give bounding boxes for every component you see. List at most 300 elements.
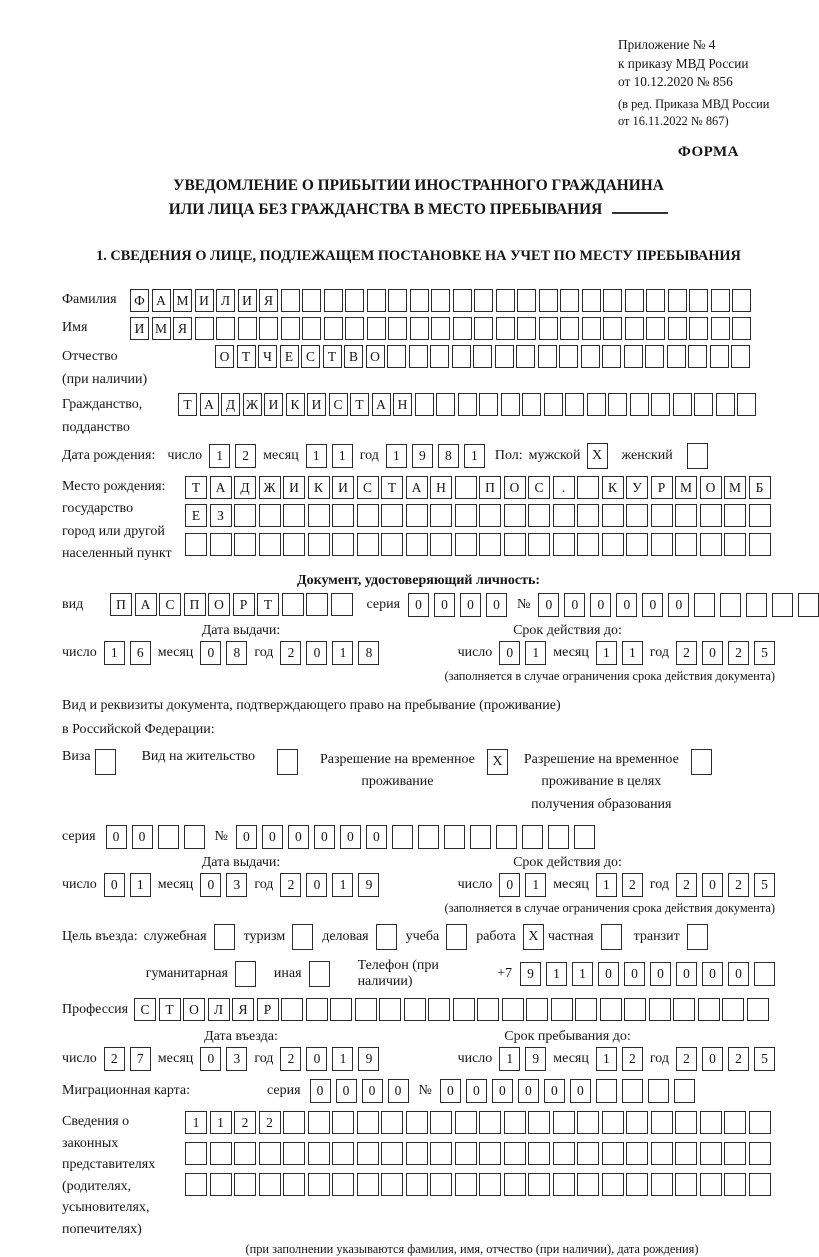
char-box[interactable]: О <box>700 476 722 499</box>
char-box[interactable] <box>587 393 606 416</box>
char-box[interactable] <box>430 533 452 556</box>
char-box[interactable]: 0 <box>236 825 257 849</box>
char-box[interactable]: А <box>372 393 391 416</box>
char-box[interactable] <box>624 345 643 368</box>
char-box[interactable] <box>675 1111 697 1134</box>
char-box[interactable] <box>281 289 300 312</box>
male-checkbox[interactable]: X <box>587 443 608 469</box>
char-box[interactable]: Ж <box>259 476 281 499</box>
char-box[interactable] <box>430 504 452 527</box>
res-valid-month-boxes[interactable] <box>596 873 643 897</box>
char-box[interactable] <box>772 593 793 617</box>
char-box[interactable]: 0 <box>200 873 221 897</box>
char-box[interactable]: 0 <box>104 873 125 897</box>
char-box[interactable] <box>651 1142 673 1165</box>
char-box[interactable]: О <box>504 476 526 499</box>
char-box[interactable] <box>158 825 179 849</box>
char-box[interactable]: Ф <box>130 289 149 312</box>
char-box[interactable] <box>539 317 558 340</box>
purpose-opt2-checkbox[interactable] <box>292 924 313 950</box>
char-box[interactable] <box>430 1111 452 1134</box>
char-box[interactable] <box>737 393 756 416</box>
char-box[interactable]: И <box>283 476 305 499</box>
char-box[interactable]: 2 <box>259 1111 281 1134</box>
char-box[interactable] <box>355 998 377 1021</box>
char-box[interactable] <box>528 1173 550 1196</box>
char-box[interactable] <box>626 533 648 556</box>
char-box[interactable] <box>436 393 455 416</box>
char-box[interactable]: Р <box>233 593 255 616</box>
char-box[interactable]: 7 <box>130 1047 151 1071</box>
char-box[interactable] <box>574 825 595 849</box>
char-box[interactable]: 0 <box>366 825 387 849</box>
char-box[interactable] <box>185 533 207 556</box>
char-box[interactable] <box>528 1142 550 1165</box>
char-box[interactable] <box>711 317 730 340</box>
char-box[interactable] <box>496 289 515 312</box>
char-box[interactable] <box>332 533 354 556</box>
char-box[interactable] <box>479 1173 501 1196</box>
char-box[interactable] <box>234 533 256 556</box>
char-box[interactable]: 1 <box>464 444 485 468</box>
char-box[interactable]: 1 <box>386 444 407 468</box>
char-box[interactable] <box>238 317 257 340</box>
doc-type-boxes[interactable] <box>110 593 353 616</box>
char-box[interactable] <box>345 289 364 312</box>
char-box[interactable] <box>332 1142 354 1165</box>
char-box[interactable] <box>357 533 379 556</box>
phone-boxes[interactable] <box>520 962 775 986</box>
char-box[interactable] <box>418 825 439 849</box>
char-box[interactable] <box>455 504 477 527</box>
char-box[interactable] <box>602 345 621 368</box>
char-box[interactable]: Е <box>280 345 299 368</box>
res-issue-day-boxes[interactable] <box>104 873 151 897</box>
char-box[interactable] <box>308 1173 330 1196</box>
char-box[interactable] <box>504 1142 526 1165</box>
char-box[interactable]: О <box>183 998 205 1021</box>
char-box[interactable] <box>504 1111 526 1134</box>
char-box[interactable]: 0 <box>408 593 429 617</box>
char-box[interactable] <box>458 393 477 416</box>
char-box[interactable] <box>357 1111 379 1134</box>
purpose-opt4-checkbox[interactable] <box>446 924 467 950</box>
purpose-opt8-checkbox[interactable] <box>235 961 256 987</box>
char-box[interactable]: 0 <box>538 593 559 617</box>
char-box[interactable] <box>544 393 563 416</box>
char-box[interactable] <box>381 504 403 527</box>
char-box[interactable]: 0 <box>434 593 455 617</box>
char-box[interactable] <box>582 289 601 312</box>
char-box[interactable] <box>210 1173 232 1196</box>
char-box[interactable] <box>565 393 584 416</box>
char-box[interactable]: 0 <box>262 825 283 849</box>
char-box[interactable] <box>602 1142 624 1165</box>
char-box[interactable]: П <box>479 476 501 499</box>
char-box[interactable] <box>477 998 499 1021</box>
char-box[interactable]: 8 <box>438 444 459 468</box>
char-box[interactable] <box>749 504 771 527</box>
char-box[interactable] <box>700 1173 722 1196</box>
char-box[interactable] <box>302 289 321 312</box>
char-box[interactable]: Н <box>393 393 412 416</box>
char-box[interactable] <box>622 1079 643 1103</box>
char-box[interactable]: 1 <box>525 641 546 665</box>
char-box[interactable]: Т <box>257 593 279 616</box>
char-box[interactable]: М <box>152 317 171 340</box>
char-box[interactable]: 2 <box>676 873 697 897</box>
char-box[interactable] <box>600 998 622 1021</box>
birthplace-row3-boxes[interactable] <box>185 533 771 556</box>
char-box[interactable] <box>479 393 498 416</box>
char-box[interactable]: 0 <box>306 1047 327 1071</box>
char-box[interactable]: И <box>264 393 283 416</box>
char-box[interactable] <box>548 825 569 849</box>
char-box[interactable] <box>698 998 720 1021</box>
char-box[interactable]: О <box>215 345 234 368</box>
char-box[interactable] <box>504 1173 526 1196</box>
char-box[interactable] <box>259 504 281 527</box>
migration-series-boxes[interactable] <box>310 1079 409 1103</box>
char-box[interactable]: Р <box>651 476 673 499</box>
char-box[interactable]: 0 <box>200 1047 221 1071</box>
char-box[interactable]: 0 <box>702 962 723 986</box>
char-box[interactable]: . <box>553 476 575 499</box>
char-box[interactable] <box>517 289 536 312</box>
char-box[interactable]: 1 <box>104 641 125 665</box>
char-box[interactable] <box>332 1111 354 1134</box>
char-box[interactable]: 0 <box>702 873 723 897</box>
birthplace-row1-boxes[interactable] <box>185 476 771 499</box>
char-box[interactable] <box>560 289 579 312</box>
char-box[interactable]: Л <box>216 289 235 312</box>
char-box[interactable]: 9 <box>358 873 379 897</box>
char-box[interactable] <box>210 533 232 556</box>
char-box[interactable]: 2 <box>728 641 749 665</box>
char-box[interactable] <box>538 345 557 368</box>
char-box[interactable]: И <box>130 317 149 340</box>
char-box[interactable] <box>625 289 644 312</box>
char-box[interactable] <box>332 504 354 527</box>
char-box[interactable]: 5 <box>754 873 775 897</box>
char-box[interactable] <box>431 289 450 312</box>
char-box[interactable] <box>724 1142 746 1165</box>
doc-valid-month-boxes[interactable] <box>596 641 643 665</box>
char-box[interactable] <box>496 317 515 340</box>
char-box[interactable] <box>528 533 550 556</box>
char-box[interactable] <box>455 1142 477 1165</box>
char-box[interactable] <box>581 345 600 368</box>
char-box[interactable] <box>711 289 730 312</box>
char-box[interactable] <box>668 289 687 312</box>
char-box[interactable]: 0 <box>650 962 671 986</box>
char-box[interactable]: 2 <box>280 641 301 665</box>
char-box[interactable]: 9 <box>358 1047 379 1071</box>
char-box[interactable]: Т <box>350 393 369 416</box>
char-box[interactable]: С <box>159 593 181 616</box>
char-box[interactable]: 0 <box>106 825 127 849</box>
char-box[interactable]: Н <box>430 476 452 499</box>
entry-year-boxes[interactable] <box>280 1047 379 1071</box>
char-box[interactable] <box>749 1173 771 1196</box>
residence-permit-checkbox[interactable] <box>277 749 298 775</box>
char-box[interactable] <box>668 317 687 340</box>
char-box[interactable] <box>283 1142 305 1165</box>
entry-month-boxes[interactable] <box>200 1047 247 1071</box>
char-box[interactable]: 8 <box>358 641 379 665</box>
char-box[interactable]: А <box>152 289 171 312</box>
char-box[interactable]: П <box>110 593 132 616</box>
char-box[interactable]: 1 <box>210 1111 232 1134</box>
char-box[interactable] <box>406 504 428 527</box>
char-box[interactable] <box>582 317 601 340</box>
char-box[interactable]: 0 <box>306 641 327 665</box>
char-box[interactable] <box>551 998 573 1021</box>
char-box[interactable] <box>415 393 434 416</box>
char-box[interactable]: Б <box>749 476 771 499</box>
char-box[interactable]: 1 <box>622 641 643 665</box>
char-box[interactable]: 0 <box>598 962 619 986</box>
char-box[interactable] <box>444 825 465 849</box>
char-box[interactable] <box>479 1111 501 1134</box>
char-box[interactable] <box>700 533 722 556</box>
char-box[interactable]: И <box>332 476 354 499</box>
char-box[interactable] <box>522 393 541 416</box>
char-box[interactable]: 0 <box>314 825 335 849</box>
char-box[interactable]: 0 <box>728 962 749 986</box>
char-box[interactable] <box>577 504 599 527</box>
char-box[interactable] <box>410 289 429 312</box>
char-box[interactable] <box>184 825 205 849</box>
char-box[interactable]: Ч <box>258 345 277 368</box>
char-box[interactable] <box>381 1142 403 1165</box>
char-box[interactable] <box>381 1111 403 1134</box>
doc-series-boxes[interactable] <box>408 593 507 617</box>
char-box[interactable] <box>308 504 330 527</box>
char-box[interactable]: 1 <box>130 873 151 897</box>
char-box[interactable] <box>553 1111 575 1134</box>
char-box[interactable] <box>474 317 493 340</box>
char-box[interactable] <box>747 998 769 1021</box>
char-box[interactable]: 2 <box>280 1047 301 1071</box>
char-box[interactable] <box>496 825 517 849</box>
char-box[interactable]: 5 <box>754 1047 775 1071</box>
doc-issue-month-boxes[interactable] <box>200 641 247 665</box>
char-box[interactable] <box>455 1111 477 1134</box>
char-box[interactable]: Д <box>221 393 240 416</box>
char-box[interactable]: 9 <box>520 962 541 986</box>
char-box[interactable] <box>324 317 343 340</box>
char-box[interactable] <box>522 825 543 849</box>
char-box[interactable] <box>577 476 599 499</box>
char-box[interactable] <box>453 998 475 1021</box>
purpose-opt7-checkbox[interactable] <box>687 924 708 950</box>
char-box[interactable] <box>473 345 492 368</box>
char-box[interactable] <box>651 1111 673 1134</box>
char-box[interactable]: 1 <box>332 873 353 897</box>
char-box[interactable] <box>675 1173 697 1196</box>
char-box[interactable] <box>651 504 673 527</box>
char-box[interactable]: И <box>195 289 214 312</box>
char-box[interactable] <box>259 317 278 340</box>
char-box[interactable] <box>406 1111 428 1134</box>
char-box[interactable]: С <box>329 393 348 416</box>
char-box[interactable] <box>387 345 406 368</box>
char-box[interactable] <box>528 1111 550 1134</box>
char-box[interactable]: 2 <box>728 873 749 897</box>
char-box[interactable]: 0 <box>486 593 507 617</box>
char-box[interactable] <box>330 998 352 1021</box>
char-box[interactable]: 1 <box>596 1047 617 1071</box>
char-box[interactable] <box>626 1111 648 1134</box>
char-box[interactable] <box>283 1111 305 1134</box>
char-box[interactable]: Т <box>178 393 197 416</box>
res-issue-month-boxes[interactable] <box>200 873 247 897</box>
purpose-opt9-checkbox[interactable] <box>309 961 330 987</box>
char-box[interactable]: 0 <box>499 873 520 897</box>
char-box[interactable]: 2 <box>728 1047 749 1071</box>
char-box[interactable] <box>495 345 514 368</box>
char-box[interactable] <box>332 1173 354 1196</box>
char-box[interactable] <box>646 317 665 340</box>
char-box[interactable] <box>749 1111 771 1134</box>
char-box[interactable] <box>674 1079 695 1103</box>
birth-day-boxes[interactable] <box>209 444 256 468</box>
char-box[interactable]: К <box>286 393 305 416</box>
char-box[interactable] <box>234 504 256 527</box>
char-box[interactable] <box>689 289 708 312</box>
char-box[interactable] <box>560 317 579 340</box>
char-box[interactable] <box>331 593 353 616</box>
citizenship-boxes[interactable] <box>178 393 756 416</box>
char-box[interactable] <box>651 533 673 556</box>
char-box[interactable]: И <box>238 289 257 312</box>
char-box[interactable] <box>381 1173 403 1196</box>
char-box[interactable] <box>649 998 671 1021</box>
char-box[interactable] <box>357 1173 379 1196</box>
entry-day-boxes[interactable] <box>104 1047 151 1071</box>
char-box[interactable] <box>453 317 472 340</box>
char-box[interactable]: О <box>366 345 385 368</box>
char-box[interactable]: Т <box>237 345 256 368</box>
char-box[interactable] <box>306 593 328 616</box>
char-box[interactable]: 0 <box>306 873 327 897</box>
res-series-boxes[interactable] <box>106 825 205 849</box>
char-box[interactable]: Е <box>185 504 207 527</box>
doc-valid-year-boxes[interactable] <box>676 641 775 665</box>
char-box[interactable] <box>234 1173 256 1196</box>
char-box[interactable]: 2 <box>235 444 256 468</box>
char-box[interactable]: А <box>210 476 232 499</box>
char-box[interactable]: 1 <box>596 641 617 665</box>
female-checkbox[interactable] <box>687 443 708 469</box>
char-box[interactable] <box>732 317 751 340</box>
char-box[interactable]: И <box>307 393 326 416</box>
char-box[interactable] <box>577 1111 599 1134</box>
char-box[interactable] <box>282 593 304 616</box>
char-box[interactable] <box>720 593 741 617</box>
char-box[interactable] <box>308 1142 330 1165</box>
char-box[interactable] <box>516 345 535 368</box>
doc-issue-year-boxes[interactable] <box>280 641 379 665</box>
char-box[interactable] <box>754 962 775 986</box>
char-box[interactable]: 0 <box>340 825 361 849</box>
purpose-opt6-checkbox[interactable] <box>601 924 622 950</box>
char-box[interactable] <box>577 1142 599 1165</box>
char-box[interactable]: 2 <box>104 1047 125 1071</box>
char-box[interactable] <box>430 1173 452 1196</box>
char-box[interactable] <box>553 1142 575 1165</box>
char-box[interactable]: 0 <box>336 1079 357 1103</box>
char-box[interactable]: 2 <box>622 1047 643 1071</box>
char-box[interactable]: С <box>134 998 156 1021</box>
char-box[interactable]: Я <box>232 998 254 1021</box>
stay-year-boxes[interactable] <box>676 1047 775 1071</box>
char-box[interactable]: А <box>200 393 219 416</box>
char-box[interactable] <box>455 533 477 556</box>
char-box[interactable] <box>259 533 281 556</box>
char-box[interactable]: 0 <box>702 641 723 665</box>
char-box[interactable]: 0 <box>492 1079 513 1103</box>
char-box[interactable]: 0 <box>388 1079 409 1103</box>
char-box[interactable] <box>283 533 305 556</box>
surname-boxes[interactable] <box>130 289 751 312</box>
char-box[interactable] <box>474 289 493 312</box>
char-box[interactable] <box>577 1173 599 1196</box>
char-box[interactable]: 0 <box>499 641 520 665</box>
res-number-boxes[interactable] <box>236 825 595 849</box>
char-box[interactable]: Я <box>173 317 192 340</box>
char-box[interactable] <box>724 533 746 556</box>
char-box[interactable]: Ж <box>243 393 262 416</box>
char-box[interactable] <box>626 1142 648 1165</box>
char-box[interactable]: 1 <box>306 444 327 468</box>
char-box[interactable]: 9 <box>412 444 433 468</box>
char-box[interactable]: 0 <box>440 1079 461 1103</box>
visa-checkbox[interactable] <box>95 749 116 775</box>
char-box[interactable]: 0 <box>460 593 481 617</box>
char-box[interactable]: 0 <box>544 1079 565 1103</box>
char-box[interactable]: 2 <box>676 641 697 665</box>
char-box[interactable] <box>185 1142 207 1165</box>
char-box[interactable] <box>675 533 697 556</box>
name-boxes[interactable] <box>130 317 751 340</box>
char-box[interactable] <box>716 393 735 416</box>
char-box[interactable]: 0 <box>590 593 611 617</box>
char-box[interactable] <box>667 345 686 368</box>
char-box[interactable] <box>409 345 428 368</box>
migration-number-boxes[interactable] <box>440 1079 695 1103</box>
char-box[interactable]: 1 <box>499 1047 520 1071</box>
char-box[interactable] <box>195 317 214 340</box>
char-box[interactable] <box>324 289 343 312</box>
char-box[interactable] <box>367 289 386 312</box>
char-box[interactable]: 9 <box>525 1047 546 1071</box>
char-box[interactable] <box>694 393 713 416</box>
char-box[interactable] <box>379 998 401 1021</box>
char-box[interactable] <box>357 504 379 527</box>
char-box[interactable]: 1 <box>546 962 567 986</box>
char-box[interactable] <box>625 317 644 340</box>
char-box[interactable] <box>602 504 624 527</box>
char-box[interactable] <box>645 345 664 368</box>
char-box[interactable] <box>722 998 744 1021</box>
purpose-opt3-checkbox[interactable] <box>376 924 397 950</box>
char-box[interactable] <box>526 998 548 1021</box>
char-box[interactable] <box>345 317 364 340</box>
char-box[interactable]: 0 <box>702 1047 723 1071</box>
char-box[interactable]: 6 <box>130 641 151 665</box>
